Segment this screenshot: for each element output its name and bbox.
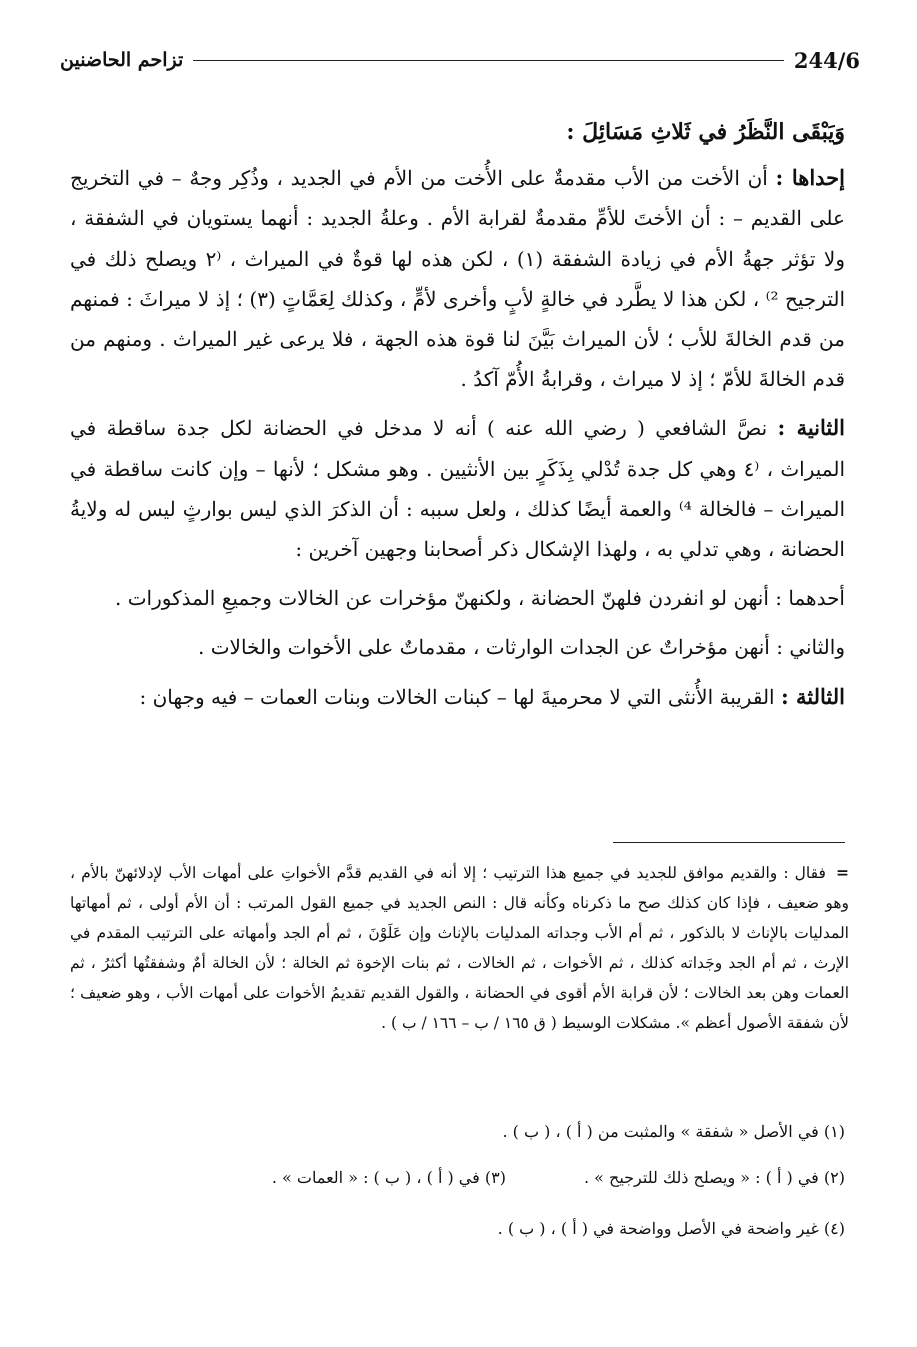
main-text: [70, 112, 845, 726]
issue-third-text: القريبة الأُنثى التي لا محرميةَ لها – كبنات الخالات وبنات العمات – فيه وجهان :: [139, 684, 775, 709]
issue-third-lead: الثالثة :: [780, 683, 845, 709]
issue-second-lead: الثانية :: [777, 415, 845, 441]
footnote-4: (٤) غير واضحة في الأصل وواضحة في ( أ ) ، ( ب ) .: [497, 1219, 845, 1238]
issue-first: [70, 158, 845, 399]
view-two: والثاني : أنهن مؤخراتٌ عن الجدات الوارثات ، مقدماتٌ على الأخوات والخالات .: [198, 635, 845, 660]
issue-second-text: نصَّ الشافعي ( رضي الله عنه ) أنه لا مدخل في الحضانة لكل جدة ساقطة في الميراث ، ⁽٤ وهي كل جدة تُدْلي بِذَكَرٍ بين الأنثيين . وهو مشكل ؛ لأنها – وإن كانت ساقطة في الميراث – فالخالة ⁴⁾ والعمة أيضًا كذلك ، ولعل سببه : أن الذكرَ الذي ليس بوارثٍ ليس له ولايةُ الحضانة ، وهي تدلي به ، ولهذا الإشكال ذكر أصحابنا وجهين آخرين :: [70, 416, 846, 562]
footnote-1: (١) في الأصل « شفقة » والمثبت من ( أ ) ، ( ب ) .: [502, 1122, 845, 1141]
issue-first-text: أن الأخت من الأب مقدمةٌ على الأُخت من الأم في الجديد ، وذُكِر وجهٌ – في التخريج على القديم – : أن الأختَ للأمِّ مقدمةٌ لقرابة الأم . وعلةُ الجديد : أنهما يستويان في الشفقة ، ولا تؤثر جهةُ الأم في زيادة الشفقة (١) ، لكن هذه لها قوةٌ في الميراث ، ⁽٢ ويصلح ذلك في الترجيح ²⁾ ، لكن هذا لا يطَّرد في خالةٍ لأبٍ وأخرى لأمٍّ ، وكذلك لِعَمَّاتٍ (٣) ؛ إذ لا ميراثَ : فمنهم من قدم الخالةَ للأب ؛ لأن الميراث بَيَّنَ لنا قوة هذه الجهة ، فلا يرعى غير الميراث . ومنهم من قدم الخالةَ للأمّ ؛ إذ لا ميراث ، وقرابةُ الأُمّ آكدُ .: [70, 166, 846, 392]
running-title: تزاحم الحاضنين: [60, 49, 184, 71]
continuation-mark: =: [835, 863, 849, 882]
issue-third: [70, 677, 845, 717]
footnote-continuation: [70, 858, 849, 1038]
issue-second: [70, 408, 845, 569]
footnote-separator: [613, 842, 845, 843]
running-header: [60, 38, 860, 82]
header-rule: [193, 60, 784, 61]
page-number: 244/6: [793, 47, 860, 73]
footnote-2: (٢) في ( أ ) : « ويصلح ذلك للترجيح » .: [583, 1168, 845, 1187]
footnote-3: (٣) في ( أ ) ، ( ب ) : « العمات » .: [271, 1168, 506, 1187]
footnote-row-2-3: [70, 1164, 845, 1192]
view-one: أحدهما : أنهن لو انفردن فلهنّ الحضانة ، ولكنهنّ مؤخرات عن الخالات وجميعِ المذكورات .: [115, 586, 845, 611]
section-heading: وَيَبْقَى النَّظَرُ في ثَلاثِ مَسَائِلَ :: [566, 119, 845, 145]
issue-first-lead: إحداها :: [775, 165, 845, 191]
continuation-text: فقال : والقديم موافق للجديد في جميع هذا الترتيب ؛ إلا أنه في القديم قدَّم الأخواتِ على أمهات الأب لإدلائهنّ بالأم ، وهو ضعيف ، فإذا كان كذلك صح ما ذكرناه وكأنه قال : النص الجديد في جميع القول المرتب : أن الأم أولى ، ثم أمهاتها المدليات بالإناث لا بالذكور ، ثم أم الأب وجداته المدليات بالإناث وإن عَلَوْنَ ، ثم أم الجد وأمهاته على الترتيب المقدم في الإرث ، ثم أم الجد وجَداته كذلك ، ثم الأخوات ، ثم الخالات ، ثم بنات الإخوة ثم الخالة ؛ لأن الخالة أمٌ وشفقتُها أكثرُ ، ثم العمات وهن بعد الخالات ؛ لأن قرابة الأم أقوى في الحضانة ، والقول القديم تقديمُ الأخوات على أمهات الأب ، وهو ضعيف ؛ لأن شفقة الأصول أعظم ». مشكلات الوسيط ( ق ١٦٥ / ب – ١٦٦ / ب ) .: [70, 864, 849, 1032]
